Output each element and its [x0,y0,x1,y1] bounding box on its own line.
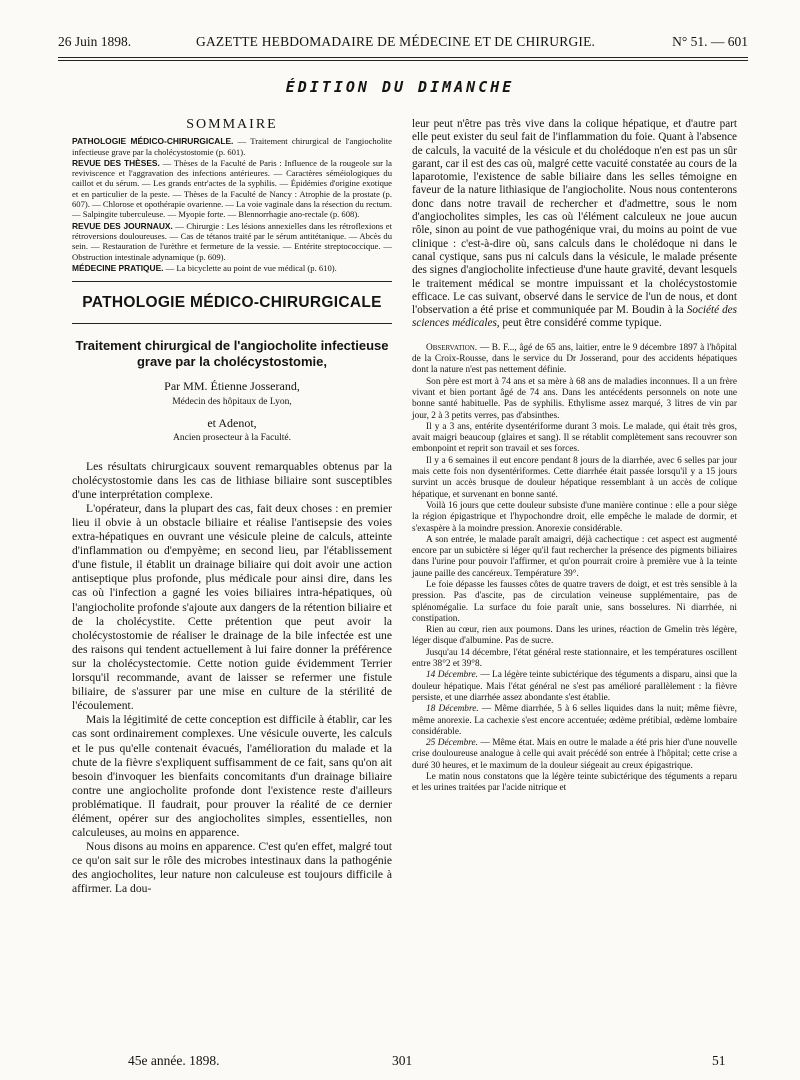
sommaire-item [72,221,392,262]
society-name: Société des sciences médicales, [412,304,737,330]
observation-lead [412,343,737,377]
observation-paragraph: Voilà 16 jours que cette douleur subsiste d'une manière continue : elle a pour siège la région épigastrique et l'hypochondre droit, elle empêche le malade de dormir, et s'exaspère à la moindre pression. Anorexie considérable. [412,500,737,534]
observation-paragraph: Le foie dépasse les fausses côtes de quatre travers de doigt, et est très sensible à la pression. Pas d'ascite, pas de circulation veineuse supplémentaire, pas de splénomégalie. La surface du foie paraît unie, sans bosselures. Ni diarrhée, ni constipation. [412,579,737,624]
header-rule-2 [58,60,748,61]
observation-text: — B. F..., âgé de 65 ans, laitier, entre le 9 décembre 1897 à l'hôpital de la Croix-Rousse, dans le service du Dr Josserand, pour des accidents hépatiques dont la nature n'est pas nettement définie. [412,342,737,376]
observation-label: Observation. [426,342,478,353]
observation-block [412,343,737,795]
continued-text-end: peut être considéré comme typique. [499,317,662,330]
footer-page-right: 51 [712,1053,726,1068]
article-title: Traitement chirurgical de l'angiocholite infectieuse grave par la cholécystostomie, [75,338,389,370]
sommaire-key: MÉDECINE PRATIQUE. [72,262,164,273]
body-paragraph: Mais la légitimité de cette conception est difficile à établir, car les cas sont ordinairement complexes. Une vésicule ouverte, les calculs et le pus qu'elle contenait évacués, l'amélioration du malade et la chute de la fièvre s'expliquent suffisamment de ce fait, sans qu'on ait besoin d'invoquer les bienfaits concomitants d'un drainage biliaire contre une angiocholite profonde dont l'existence reste d'ailleurs problématique. Il faudrait, pour prouver la réalité de ce dernier élément, opérer sur des angiocholites simples, essentielles, non calculeuses, au moins en apparence. [72,713,392,840]
footer-year: 45e année. 1898. [128,1053,220,1068]
body-paragraph: Les résultats chirurgicaux souvent remarquables obtenus par la cholécystostomie dans les cas de lithiase biliaire sont susceptibles d'une interprétation complexe. [72,459,392,501]
observation-paragraph: Le matin nous constatons que la légère teinte subictérique des téguments a reparu et les urines traitées par l'acide nitrique et [412,772,737,794]
body-paragraph: L'opérateur, dans la plupart des cas, fait deux choses : en premier lieu il obvie à un obstacle biliaire et réalise l'antisepsie des voies extra-hépatiques en ouvrant une vésicule pleine de calculs, atteinte d'inflammation ou d'empyème; en second lieu, par l'établissement d'une fistule, il établit un drainage biliaire qui doit avoir une action antiseptique plus profonde, plus médicale pour ainsi dire, dans les cas où l'infection a gagné les voies biliaires intra-hépatiques, où l'angiocholite profonde s'ajoute aux dangers de la rétention biliaire et de la cholécystite. Cette prétention que peut avoir la cholécystostomie de réaliser le drainage de la bile infectée est une des raisons qui tendent actuellement à lui faire donner la préférence sur la cholécystectomie. Cette notion guide évidemment Terrier lorsqu'il recommande, avant de laisser se refermer une fistule biliaire, de s'assurer par une mise en culture de la stérilité de l'écoulement. [72,501,392,713]
dated-entry [412,738,737,772]
author-line: et Adenot, [207,416,257,431]
sommaire-text: — Thèses de la Faculté de Paris : Influence de la rougeole sur la reviviscence et l'aggravation des infections antérieures. — Caractères séméiologiques du caillot et du sérum. — Les grands entr'actes de la syphilis. — Épidémies d'origine exotique et en particulier de la peste. — Thèses de la Faculté de Nancy : Atrophie de la prostate (p. 607). — Chlorose et opothérapie ovarienne. — La voie vaginale dans la résection du rectum. — Salpingite tuberculeuse. — Myopie forte. — Blennorrhagie ano-rectale (p. 608). [72,157,392,220]
entry-date: 14 Décembre. [426,670,478,681]
sommaire-key: PATHOLOGIE MÉDICO-CHIRURGICALE. [72,136,234,147]
entry-date: 18 Décembre. [426,704,479,715]
sommaire-text: — Chirurgie : Les lésions annexielles dans les rétroflexions et rétroversions douloureuses. — Cas de tétanos traité par le sérum antitétanique. — Abcès du sein. — Restauration de l'urèthre et fermeture de la vessie. — Entérite streptococcique. — Obstruction intestinale adynamique (p. 609). [72,220,392,262]
dated-entry [412,704,737,738]
observation-paragraph: Rien au cœur, rien aux poumons. Dans les urines, réaction de Gmelin très légère, léger disque d'albumine. Pas de sucre. [412,625,737,647]
author-affiliation: Ancien prosecteur à la Faculté. [173,433,291,444]
footer-page-center: 301 [392,1053,413,1068]
header-date: 26 Juin 1898. [58,34,132,49]
entry-text: — Même diarrhée, 5 à 6 selles liquides dans la nuit; même fièvre, même anorexie. La cachexie s'est encore accentuée; œdème prétibial, œdème lombaire considérable. [412,704,737,737]
header-rule [58,57,748,58]
sommaire-key: REVUE DES THÈSES. [72,157,160,168]
edition-title: ÉDITION DU DIMANCHE [285,78,515,96]
author-affiliation: Médecin des hôpitaux de Lyon, [172,396,292,407]
entry-text: — Même état. Mais en outre le malade a été pris hier d'une nouvelle crise douloureuse analogue à celle qui avait précédé son entrée à l'hôpital; cette crise a duré 30 heures, et le maximum de la douleur siégeait au creux épigastrique. [412,738,737,771]
right-column [412,118,737,795]
author-line: Par MM. Étienne Josserand, [164,379,300,394]
observation-paragraph: Il y a 3 ans, entérite dysentériforme durant 3 mois. Le malade, qui était très gros, avait maigri beaucoup (glaires et sang). Il se rétablit complètement sans recouvrer son embonpoint et reprit son travail et ses forces. [412,421,737,455]
sommaire-item [72,158,392,220]
observation-paragraph: Il y a 6 semaines il eut encore pendant 8 jours de la diarrhée, avec 6 selles par jour mais cette fois non dysentériformes. Cette diarrhée était passée lorsqu'il y a 15 jours survint un accès brusque de douleur hépatique ressemblant à un accès de colique hépatique, et survenant en bonne santé. [412,455,737,500]
observation-paragraph: Jusqu'au 14 décembre, l'état général reste stationnaire, et les températures oscillent entre 38°2 et 39°8. [412,647,737,670]
body-paragraph: Nous disons au moins en apparence. C'est qu'en effet, malgré tout ce qu'on sait sur le rôle des microbes intestinaux dans la pathogénie des angiocholites, leur nature non calculeuse est toujours difficile à affirmer. La dou- [72,840,392,896]
observation-paragraph: Son père est mort à 74 ans et sa mère à 68 ans de maladies inconnues. Il a un frère vivant et bien portant âgé de 74 ans. Dans les antécédents personnels on note une bonne santé habituelle. Pas de syphilis. Ethylisme assez marqué, 3 litres de vin par jour, 2 à 3 petits verres, pas d'absinthes. [412,376,737,421]
observation-paragraph: A son entrée, le malade paraît amaigri, déjà cachectique : cet aspect est augmenté encore par un subictère si léger qu'il faut rechercher la présence des pigments biliaires dans l'urine pour pouvoir l'affirmer, et qu'on pourrait croire à première vue à la teinte jaune paille des cancéreux. Température 39°. [412,534,737,579]
body-paragraph [412,118,737,331]
running-header [58,34,748,52]
left-column [72,118,392,897]
sommaire-item [72,263,392,273]
sommaire-text: — Traitement chirurgical de l'angiocholite infectieuse grave par la cholécystostomie (p. 601). [72,136,392,157]
continued-text: leur peut n'être pas très vive dans la colique hépatique, et d'autre part elle peut exister du seul fait de l'inflammation du foie. Quant à l'absence de calculs, la vacuité de la vésicule et du cholédoque n'en est pas un sûr garant, car il est des cas où, malgré cette vacuité constatée au cours de la laparotomie, l'existence de sable biliaire dans les selles témoigne en faveur de la nature lithiasique de l'angiocholite. Nous nous contenterons donc dans notre travail de rechercher et d'admettre, sous le nom d'angiocholites simples, les cas où l'élément calculeux ne joue aucun rôle, sinon au point de vue pathogénique vrai, du moins au point de vue clinique : c'est-à-dire où, sans calculs dans le cholédoque ni dans le canal cystique, sans pus ni calculs dans la vésicule, le malade présente des signes d'angiocholite infectieuse d'une haute gravité, devant lesquels le traitement médical se montre impuissant et la cholécystostomie efficace. Le cas suivant, observé dans le service de l'un de nous, et dont l'observation a été prise et communiquée par M. Boudin à la [412,118,737,317]
entry-date: 25 Décembre. [426,738,478,749]
sommaire-text: — La bicyclette au point de vue médical (p. 610). [163,262,337,273]
entry-text: — La légère teinte subictérique des téguments a disparu, ainsi que la douleur hépatique. Mais l'état général ne s'est pas amélioré parallèlement : la fièvre persiste, et une diarrhée assez abondante s'est établie. [412,670,737,703]
section-divider [72,281,392,282]
journal-title: GAZETTE HEBDOMADAIRE DE MÉDECINE ET DE CHIRURGIE. [196,34,596,49]
dated-entry [412,670,737,704]
section-divider [72,323,392,324]
issue-number: N° 51. — 601 [672,34,748,49]
sommaire-key: REVUE DES JOURNAUX. [72,220,173,231]
sommaire-title: SOMMAIRE [186,117,278,132]
section-title: PATHOLOGIE MÉDICO-CHIRURGICALE [82,294,382,312]
sommaire-item [72,136,392,157]
